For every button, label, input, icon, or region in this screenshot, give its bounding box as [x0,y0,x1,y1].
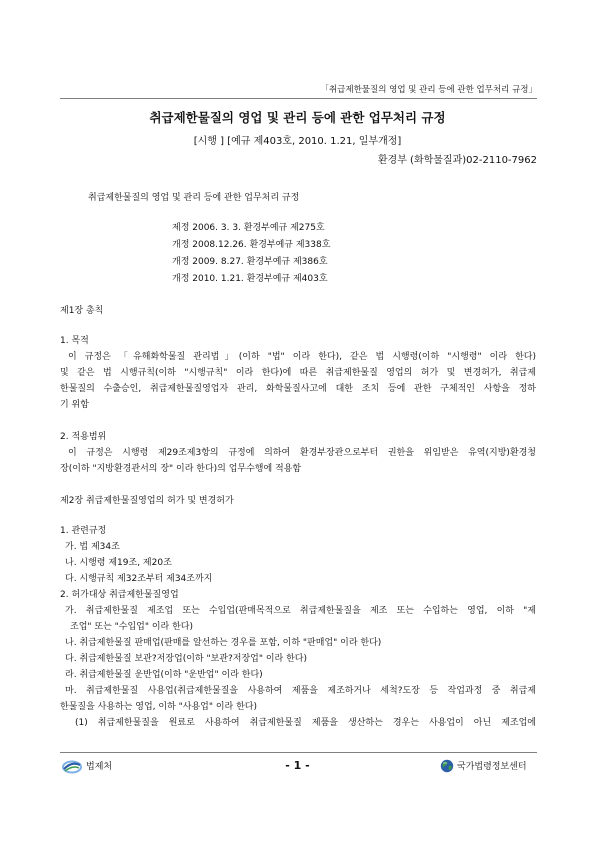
related-rule-item: 나. 시행령 제19조, 제20조 [65,558,172,568]
ministry-contact: 환경부 (화학물질과)02-2110-7962 [377,155,537,166]
licensed-business-line: 가. 취급제한물질 제조업 또는 수입업(판매목적으로 취급제한물질을 제조 또는 수입하는 영업, 이하 "제 [65,606,536,616]
chapter1-heading: 제1장 총칙 [60,306,104,316]
regulation-name: 취급제한물질의 영업 및 관리 등에 관한 업무처리 규정 [88,193,300,203]
licensed-business-heading: 2. 허가대상 취급제한물질영업 [60,590,179,600]
related-rules-heading: 1. 관련규정 [60,526,107,536]
licensed-business-line: 한물질을 사용하는 영업, 이하 "사용업" 이라 한다) [60,702,258,712]
scope-heading: 2. 적용범위 [60,432,107,442]
licensed-business-line: 다. 취급제한물질 보관?저장업(이하 "보관?저장업" 이라 한다) [65,654,307,664]
footer-rule [60,752,537,753]
licensed-business-line: (1) 취급제한물질을 원료로 사용하여 취급제한물질 제품을 생산하는 경우는 사용업이 아닌 제조업에 [75,718,536,728]
globe-icon [440,759,454,773]
licensed-business-line: 마. 취급제한물질 사용업(취급제한물질을 사용하여 제품을 제조하거나 세척?도장 등 작업과정 중 취급제 [65,686,536,696]
running-header: 「취급제한물질의 영업 및 관리 등에 관한 업무처리 규정」 [320,85,537,95]
licensed-business-line: 조업" 또는 "수입업" 이라 한다) [70,622,194,632]
related-rule-item: 다. 시행규칙 제32조부터 제34조까지 [65,574,213,584]
purpose-heading: 1. 목적 [60,336,89,346]
document-title: 취급제한물질의 영업 및 관리 등에 관한 업무처리 규정 [149,110,446,125]
purpose-line: 기 위함 [60,400,89,410]
history-entry: 개정 2010. 1.21. 환경부예규 제403호 [172,274,328,284]
header-rule [60,98,537,99]
scope-line: 장(이하 "지방환경관서의 장" 이라 한다)의 업무수행에 적용함 [60,464,302,474]
related-rule-item: 가. 법 제34조 [65,542,120,552]
history-entry: 개정 2008.12.26. 환경부예규 제338호 [172,240,331,250]
licensed-business-line: 나. 취급제한물질 판매업(판매를 알선하는 경우를 포함, 이하 "판매업" 이라 한다) [65,638,382,648]
licensed-business-line: 라. 취급제한물질 운반업(이하 "운반업" 이라 한다) [65,670,263,680]
purpose-line: 한물질의 수출승인, 취급제한물질영업자 관리, 화학물질사고에 대한 조치 등에 관한 구체적인 사항을 정하 [60,384,536,394]
footer-right-label: 국가법령정보센터 [457,762,527,772]
purpose-line: 이 규정은 「유해화학물질 관리법」(이하 "법" 이라 한다), 같은 법 시행령(이하 "시행령" 이라 한다) [68,352,536,362]
footer-left-label: 법제처 [86,762,113,772]
enforcement-info: [시행 ] [예규 제403호, 2010. 1.21, 일부개정] [193,136,402,147]
history-entry: 제정 2006. 3. 3. 환경부예규 제275호 [172,223,325,233]
scope-line: 이 규정은 시행령 제29조제3항의 규정에 의하여 환경부장관으로부터 권한을 위임받은 유역(지방)환경청 [68,448,536,458]
chapter2-heading: 제2장 취급제한물질영업의 허가 및 변경허가 [60,496,234,506]
purpose-line: 및 같은 법 시행규칙(이하 "시행규칙" 이라 한다)에 따른 취급제한물질 영업의 허가 및 변경허가, 취급제 [60,368,536,378]
page-number: - 1 - [285,759,310,772]
history-entry: 개정 2009. 8.27. 환경부예규 제386호 [172,257,328,267]
